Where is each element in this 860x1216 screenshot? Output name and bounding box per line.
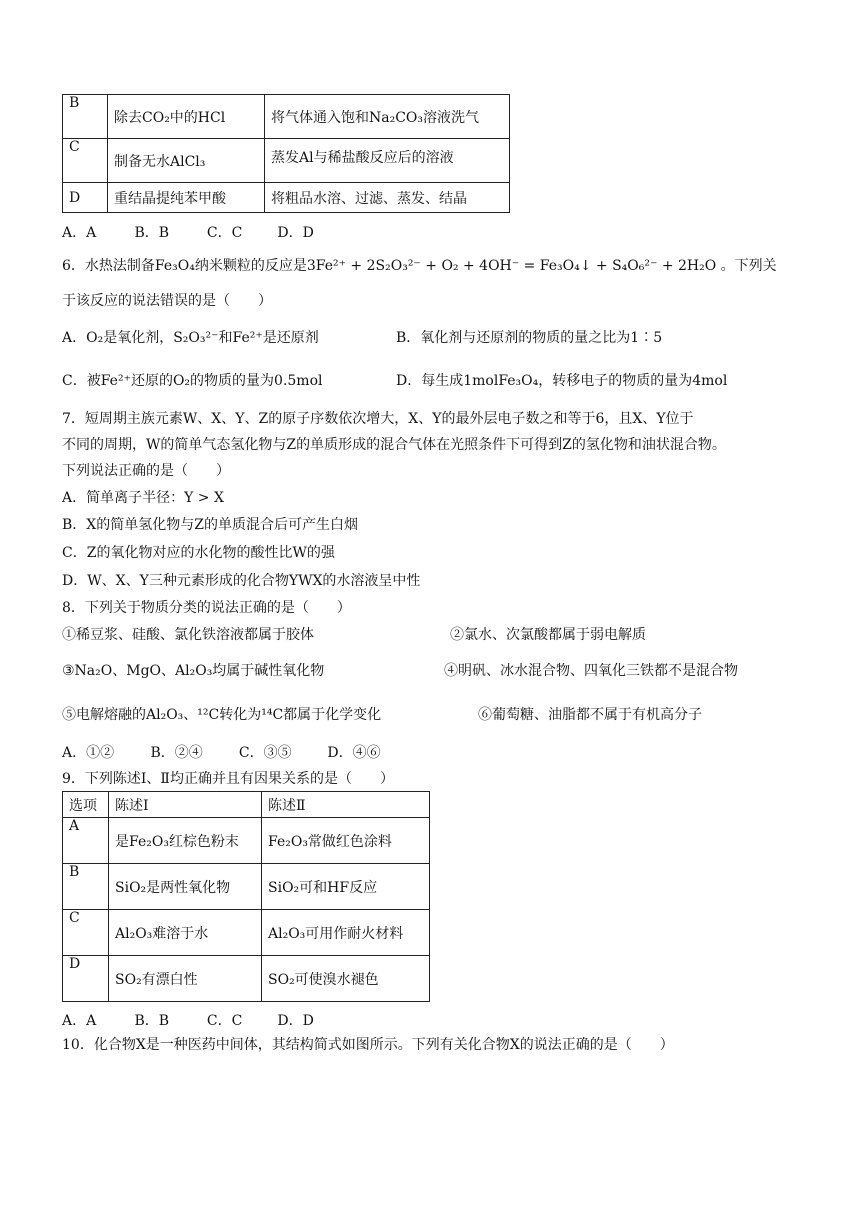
table-row bbox=[63, 183, 510, 213]
row-label: B bbox=[63, 95, 108, 139]
option-c: C．C bbox=[206, 1013, 243, 1029]
row-item: 重结晶提纯苯甲酸 bbox=[108, 183, 265, 213]
row-label: D bbox=[63, 183, 108, 213]
option-b: B．B bbox=[134, 1013, 170, 1029]
table-row bbox=[63, 956, 430, 1002]
row-statement-2: SO₂可使溴水褪色 bbox=[262, 956, 430, 1002]
row-method: 将气体通入饱和Na₂CO₃溶液洗气 bbox=[265, 95, 510, 139]
q6-option-c: C．被Fe²⁺还原的O₂的物质的量为0.5mol bbox=[62, 373, 323, 389]
q7-option-a: A．简单离子半径：Y > X bbox=[62, 490, 224, 506]
table-row bbox=[63, 139, 510, 183]
q6-stem-line1: 6．水热法制备Fe₃O₄纳米颗粒的反应是3Fe²⁺ + 2S₂O₃²⁻ + O₂ + 4OH⁻ = Fe₃O₄↓ + S₄O₆²⁻ + 2H₂O 。下列关 bbox=[62, 258, 777, 274]
q8-statement-3: ③Na₂O、MgO、Al₂O₃均属于碱性氧化物 bbox=[62, 663, 325, 679]
q6-stem-line2: 于该反应的说法错误的是（ ） bbox=[62, 293, 272, 309]
header-statement-1: 陈述Ⅰ bbox=[109, 792, 262, 818]
row-item: 制备无水AlCl₃ bbox=[108, 139, 265, 183]
row-statement-1: 是Fe₂O₃红棕色粉末 bbox=[109, 818, 262, 864]
option-b: B．②④ bbox=[150, 745, 203, 761]
answer-options bbox=[62, 222, 314, 242]
q8-statement-1: ①稀豆浆、硅酸、氯化铁溶液都属于胶体 bbox=[62, 627, 314, 643]
row-method: 将粗品水溶、过滤、蒸发、结晶 bbox=[265, 183, 510, 213]
table-header-row bbox=[63, 792, 430, 818]
q8-statement-6: ⑥葡萄糖、油脂都不属于有机高分子 bbox=[478, 707, 702, 723]
q8-options bbox=[62, 742, 381, 762]
header-statement-2: 陈述Ⅱ bbox=[262, 792, 430, 818]
option-d: D．D bbox=[277, 1013, 314, 1029]
table-question-9 bbox=[62, 791, 430, 1002]
row-statement-1: Al₂O₃难溶于水 bbox=[109, 910, 262, 956]
q6-option-b: B．氧化剂与还原剂的物质的量之比为1∶5 bbox=[396, 330, 663, 346]
table-question-5 bbox=[62, 94, 510, 213]
row-statement-2: SiO₂可和HF反应 bbox=[262, 864, 430, 910]
row-statement-2: Al₂O₃可用作耐火材料 bbox=[262, 910, 430, 956]
option-a: A．A bbox=[62, 225, 97, 241]
row-method: 蒸发Al与稀盐酸反应后的溶液 bbox=[265, 139, 510, 183]
row-label: D bbox=[63, 956, 109, 1002]
q7-stem-line1: 7．短周期主族元素W、X、Y、Z的原子序数依次增大，X、Y的最外层电子数之和等于6，且X、Y位于 bbox=[62, 411, 694, 427]
q9-options bbox=[62, 1010, 314, 1030]
q8-statement-2: ②氯水、次氯酸都属于弱电解质 bbox=[450, 627, 646, 643]
option-b: B．B bbox=[134, 225, 170, 241]
row-label: B bbox=[63, 864, 109, 910]
table-row bbox=[63, 864, 430, 910]
q8-stem: 8．下列关于物质分类的说法正确的是（ ） bbox=[62, 600, 351, 616]
table-row bbox=[63, 95, 510, 139]
option-c: C．C bbox=[206, 225, 243, 241]
option-d: D．④⑥ bbox=[327, 745, 381, 761]
option-d: D．D bbox=[277, 225, 314, 241]
q6-option-d: D．每生成1molFe₃O₄，转移电子的物质的量为4mol bbox=[396, 373, 728, 389]
table-row bbox=[63, 818, 430, 864]
row-label: C bbox=[63, 910, 109, 956]
q7-stem-line3: 下列说法正确的是（ ） bbox=[62, 463, 230, 479]
q7-option-b: B．X的简单氢化物与Z的单质混合后可产生白烟 bbox=[62, 517, 358, 533]
header-option: 选项 bbox=[63, 792, 109, 818]
option-a: A．①② bbox=[62, 745, 115, 761]
q7-option-d: D．W、X、Y三种元素形成的化合物YWX的水溶液呈中性 bbox=[62, 573, 421, 589]
option-a: A．A bbox=[62, 1013, 97, 1029]
option-c: C．③⑤ bbox=[238, 745, 292, 761]
table-row bbox=[63, 910, 430, 956]
q7-option-c: C．Z的氧化物对应的水化物的酸性比W的强 bbox=[62, 545, 335, 561]
row-item: 除去CO₂中的HCl bbox=[108, 95, 265, 139]
row-statement-2: Fe₂O₃常做红色涂料 bbox=[262, 818, 430, 864]
row-label: C bbox=[63, 139, 108, 183]
q6-option-a: A．O₂是氧化剂，S₂O₃²⁻和Fe²⁺是还原剂 bbox=[62, 330, 319, 346]
row-label: A bbox=[63, 818, 109, 864]
q7-stem-line2: 不同的周期，W的简单气态氢化物与Z的单质形成的混合气体在光照条件下可得到Z的氢化物和油状混合物。 bbox=[62, 437, 726, 453]
row-statement-1: SiO₂是两性氧化物 bbox=[109, 864, 262, 910]
q8-statement-4: ④明矾、冰水混合物、四氧化三铁都不是混合物 bbox=[444, 663, 738, 679]
row-statement-1: SO₂有漂白性 bbox=[109, 956, 262, 1002]
q10-stem: 10．化合物X是一种医药中间体，其结构简式如图所示。下列有关化合物X的说法正确的是（ ） bbox=[62, 1037, 674, 1053]
q8-statement-5: ⑤电解熔融的Al₂O₃、¹²C转化为¹⁴C都属于化学变化 bbox=[62, 707, 382, 723]
q9-stem: 9．下列陈述Ⅰ、Ⅱ均正确并且有因果关系的是（ ） bbox=[62, 771, 394, 787]
